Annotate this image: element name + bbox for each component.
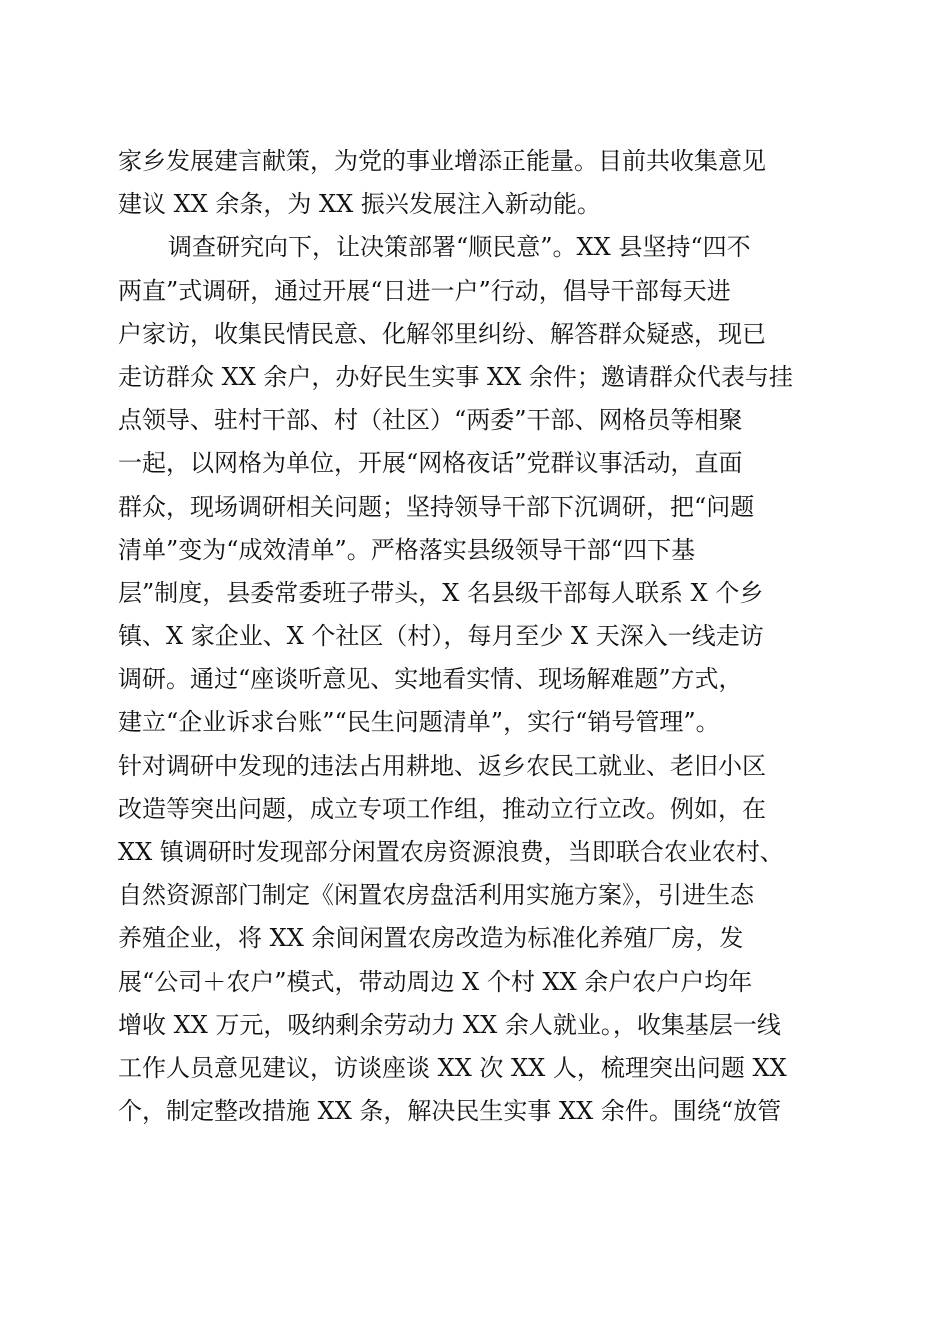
text-line: 层”制度，县委常委班子带头，X 名县级干部每人联系 X 个乡: [118, 578, 764, 607]
text-line: 群众，现场调研相关问题；坚持领导干部下沉调研，把“问题: [118, 492, 755, 521]
text-line: 镇、X 家企业、X 个社区（村），每月至少 X 天深入一线走访: [118, 622, 764, 651]
text-line: 改造等突出问题，成立专项工作组，推动立行立改。例如，在: [118, 794, 766, 823]
text-line: 点领导、驻村干部、村（社区）“两委”干部、网格员等相聚: [118, 406, 743, 435]
text-line: 户家访，收集民情民意、化解邻里纠纷、解答群众疑惑，现已: [118, 319, 766, 348]
text-line: 调研。通过“座谈听意见、实地看实情、现场解难题”方式，: [118, 665, 743, 694]
text-line: 自然资源部门制定《闲置农房盘活利用实施方案》，引进生态: [118, 881, 754, 910]
text-line: 家乡发展建言献策，为党的事业增添正能量。目前共收集意见: [118, 147, 766, 175]
text-line: 两直”式调研，通过开展“日进一户”行动，倡导干部每天进: [118, 276, 731, 305]
text-line: 建立“企业诉求台账”“民生问题清单”，实行“销号管理”。: [118, 708, 720, 737]
document-body: [118, 140, 838, 1133]
text-line: 展“公司＋农户”模式，带动周边 X 个村 XX 余户农户户均年: [118, 967, 753, 996]
text-line: XX 镇调研时发现部分闲置农房资源浪费，当即联合农业农村、: [118, 838, 784, 866]
text-line: 个，制定整改措施 XX 条，解决民生实事 XX 余件。围绕“放管: [118, 1097, 782, 1126]
text-line: 清单”变为“成效清单”。严格落实县级领导干部“四下基: [118, 535, 696, 564]
text-line: 针对调研中发现的违法占用耕地、返乡农民工就业、老旧小区: [118, 751, 766, 780]
text-line: 养殖企业，将 XX 余间闲置农房改造为标准化养殖厂房，发: [118, 924, 744, 953]
text-line: 走访群众 XX 余户，办好民生实事 XX 余件；邀请群众代表与挂: [118, 362, 793, 391]
text-line: 一起，以网格为单位，开展“网格夜话”党群议事活动，直面: [118, 449, 743, 478]
paragraph-start-line: 调查研究向下，让决策部署“顺民意”。XX 县坚持“四不: [168, 233, 751, 262]
text-line: 建议 XX 余条，为 XX 振兴发展注入新动能。: [118, 190, 601, 219]
text-line: 增收 XX 万元，吸纳剩余劳动力 XX 余人就业。，收集基层一线: [118, 1010, 781, 1039]
text-line: 工作人员意见建议，访谈座谈 XX 次 XX 人，梳理突出问题 XX: [118, 1053, 787, 1082]
